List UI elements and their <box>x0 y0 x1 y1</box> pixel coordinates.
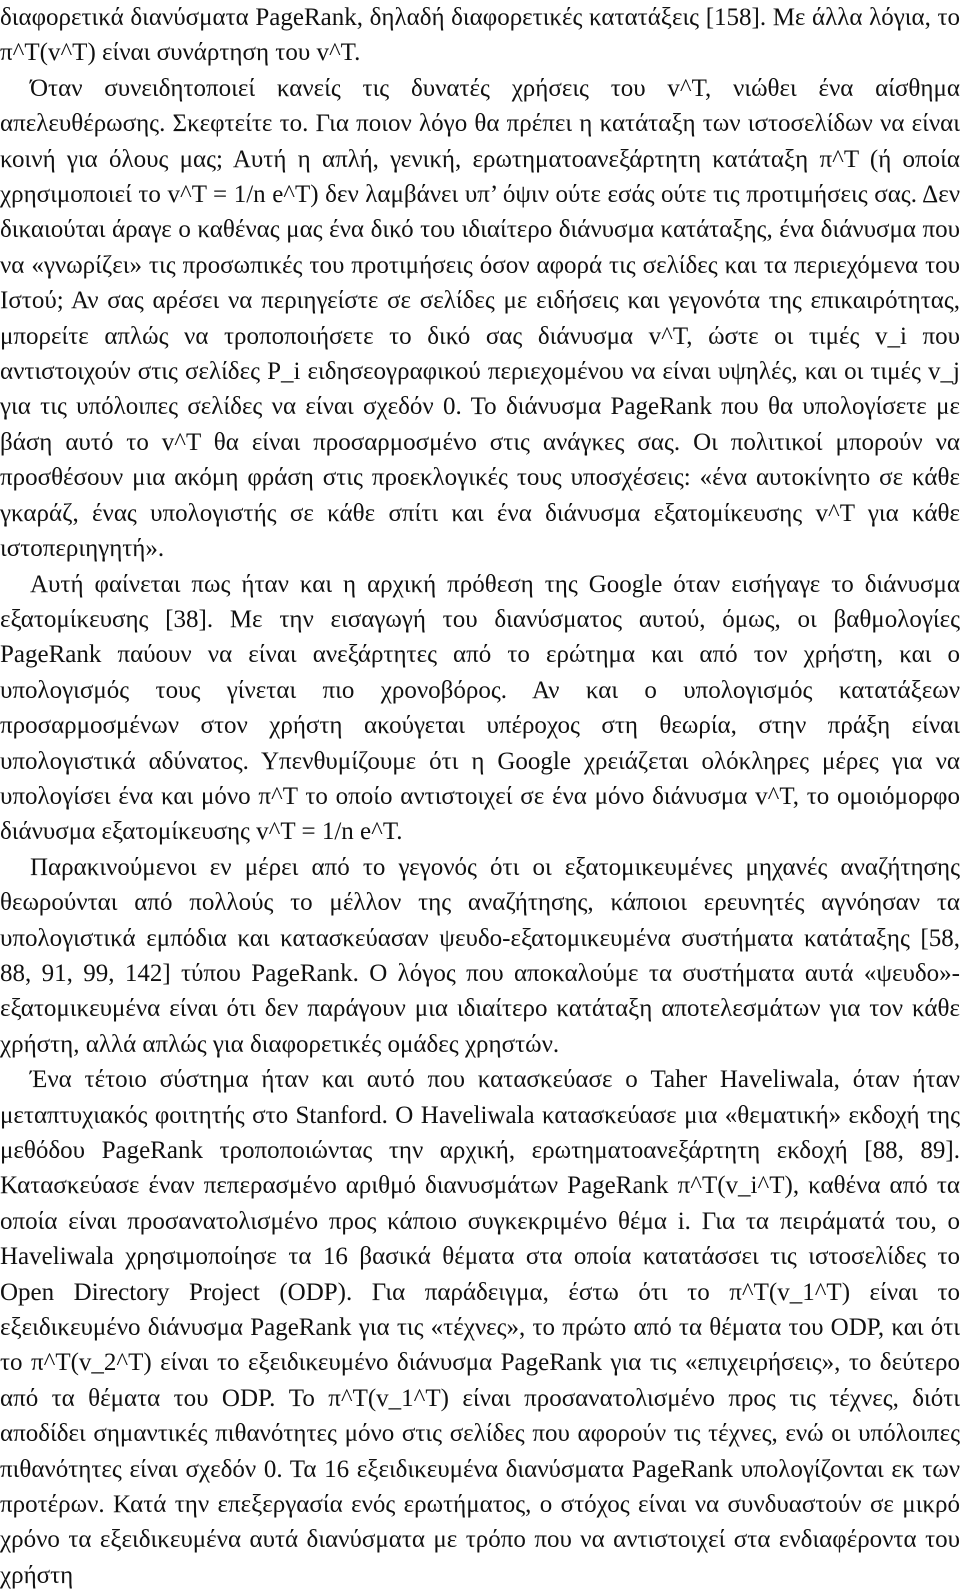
paragraph-3: Αυτή φαίνεται πως ήταν και η αρχική πρόθεση της Google όταν εισήγαγε το διάνυσμα εξατομίκευσης [38]. Με την εισαγωγή του διανύσματος αυτού, όμως, οι βαθμολογίες PageRank παύουν να είναι ανεξάρτητες από το ερώτημα και από τον χρήστη, και ο υπολογισμός τους γίνεται πιο χρονοβόρος. Αν και ο υπολογισμός κατατάξεων προσαρμοσμένων στον χρήστη ακούγεται υπέροχος στη θεωρία, στην πράξη είναι υπολογιστικά αδύνατος. Υπενθυμίζουμε ότι η Google χρειάζεται ολόκληρες μέρες για να υπολογίσει ένα και μόνο π^T το οποίο αντιστοιχεί σε ένα μόνο διάνυσμα v^T, το ομοιόμορφο διάνυσμα εξατομίκευσης v^T = 1/n e^T. <box>0 570 960 846</box>
paragraph-1: διαφορετικά διανύσματα PageRank, δηλαδή διαφορετικές κατατάξεις [158]. Με άλλα λόγια, το π^T(v^T) είναι συνάρτηση του v^T. <box>0 4 960 67</box>
paragraph-5: Ένα τέτοιο σύστημα ήταν και αυτό που κατασκεύασε ο Taher Haveliwala, όταν ήταν μεταπτυχιακός φοιτητής στο Stanford. Ο Haveliwala κατασκεύασε μια «θεματική» εκδοχή της μεθόδου PageRank τροποποιώντας την αρχική, ερωτηματοανεξάρτητη εκδοχή [88, 89]. Κατασκεύασε έναν πεπερασμένο αριθμό διανυσμάτων PageRank π^T(v_i^T), καθένα από τα οποία είναι προσανατολισμένο προς κάποιο συγκεκριμένο θέμα i. Για τα πειράματά του, ο Haveliwala χρησιμοποίησε τα 16 βασικά θέματα στα οποία κατατάσσει τις ιστοσελίδες το Open Directory Project (ODP). Για παράδειγμα, έστω ότι το π^T(v_1^T) είναι το εξειδικευμένο διάνυσμα PageRank για τις «τέχνες», το πρώτο από τα θέματα του ODP, και ότι το π^T(v_2^T) είναι το εξειδικευμένο διάνυσμα PageRank για τις «επιχειρήσεις», το δεύτερο από τα θέματα του ODP. Το π^T(v_1^T) είναι προσανατολισμένο προς τις τέχνες, διότι αποδίδει σημαντικές πιθανότητες μόνο στις σελίδες που αφορούν τις τέχνες, ενώ οι υπόλοιπες πιθανότητες είναι σχεδόν 0. Τα 16 εξειδικευμένα διανύσματα PageRank υπολογίζονται εκ των προτέρων. Κατά την επεξεργασία ενός ερωτήματος, ο στόχος είναι να συνδυαστούν σε μικρό χρόνο τα εξειδικευμένα αυτά διανύσματα με τρόπο που να αντιστοιχεί στα ενδιαφέροντα του χρήστη <box>0 1066 960 1589</box>
paragraph-4: Παρακινούμενοι εν μέρει από το γεγονός ότι οι εξατομικευμένες μηχανές αναζήτησης θεωρούνται από πολλούς το μέλλον της αναζήτησης, κάποιοι ερευνητές αγνόησαν τα υπολογιστικά εμπόδια και κατασκεύασαν ψευδο-εξατομικευμένα συστήματα κατάταξης [58, 88, 91, 99, 142] τύπου PageRank. Ο λόγος που αποκαλούμε τα συστήματα αυτά «ψευδο»-εξατομικευμένα είναι ότι δεν παράγουν μια ιδιαίτερο κατάταξη αποτελεσμάτων για τον κάθε χρήστη, αλλά απλώς για διαφορετικές ομάδες χρηστών. <box>0 853 960 1058</box>
paragraph-2: Όταν συνειδητοποιεί κανείς τις δυνατές χρήσεις του v^T, νιώθει ένα αίσθημα απελευθέρωσης. Σκεφτείτε το. Για ποιον λόγο θα πρέπει η κατάταξη των ιστοσελίδων να είναι κοινή για όλους μας; Αυτή η απλή, γενική, ερωτηματοανεξάρτητη κατάταξη π^T (ή οποία χρησιμοποιεί το v^T = 1/n e^T) δεν λαμβάνει υπ’ όψιν ούτε εσάς ούτε τις προτιμήσεις σας. Δεν δικαιούται άραγε ο καθένας μας ένα δικό του ιδιαίτερο διάνυσμα κατάταξης, ένα διάνυσμα που να «γνωρίζει» τις προσωπικές του προτιμήσεις όσον αφορά τις σελίδες και τα περιεχόμενα του Ιστού; Αν σας αρέσει να περιηγείστε σε σελίδες με ειδήσεις και γεγονότα της επικαιρότητας, μπορείτε απλώς να τροποποιήσετε το δικό σας διάνυσμα v^T, ώστε οι τιμές v_i που αντιστοιχούν στις σελίδες P_i ειδησεογραφικού περιεχομένου να είναι υψηλές, και οι τιμές v_j για τις υπόλοιπες σελίδες να είναι σχεδόν 0. Το διάνυσμα PageRank που θα υπολογίσετε με βάση αυτό το v^T θα είναι προσαρμοσμένο στις ανάγκες σας. Οι πολιτικοί μπορούν να προσθέσουν μια ακόμη φράση στις προεκλογικές τους υποσχέσεις: «ένα αυτοκίνητο σε κάθε γκαράζ, ένας υπολογιστής σε κάθε σπίτι και ένα διάνυσμα εξατομίκευσης v^T για κάθε ιστοπεριηγητή». <box>0 74 960 563</box>
